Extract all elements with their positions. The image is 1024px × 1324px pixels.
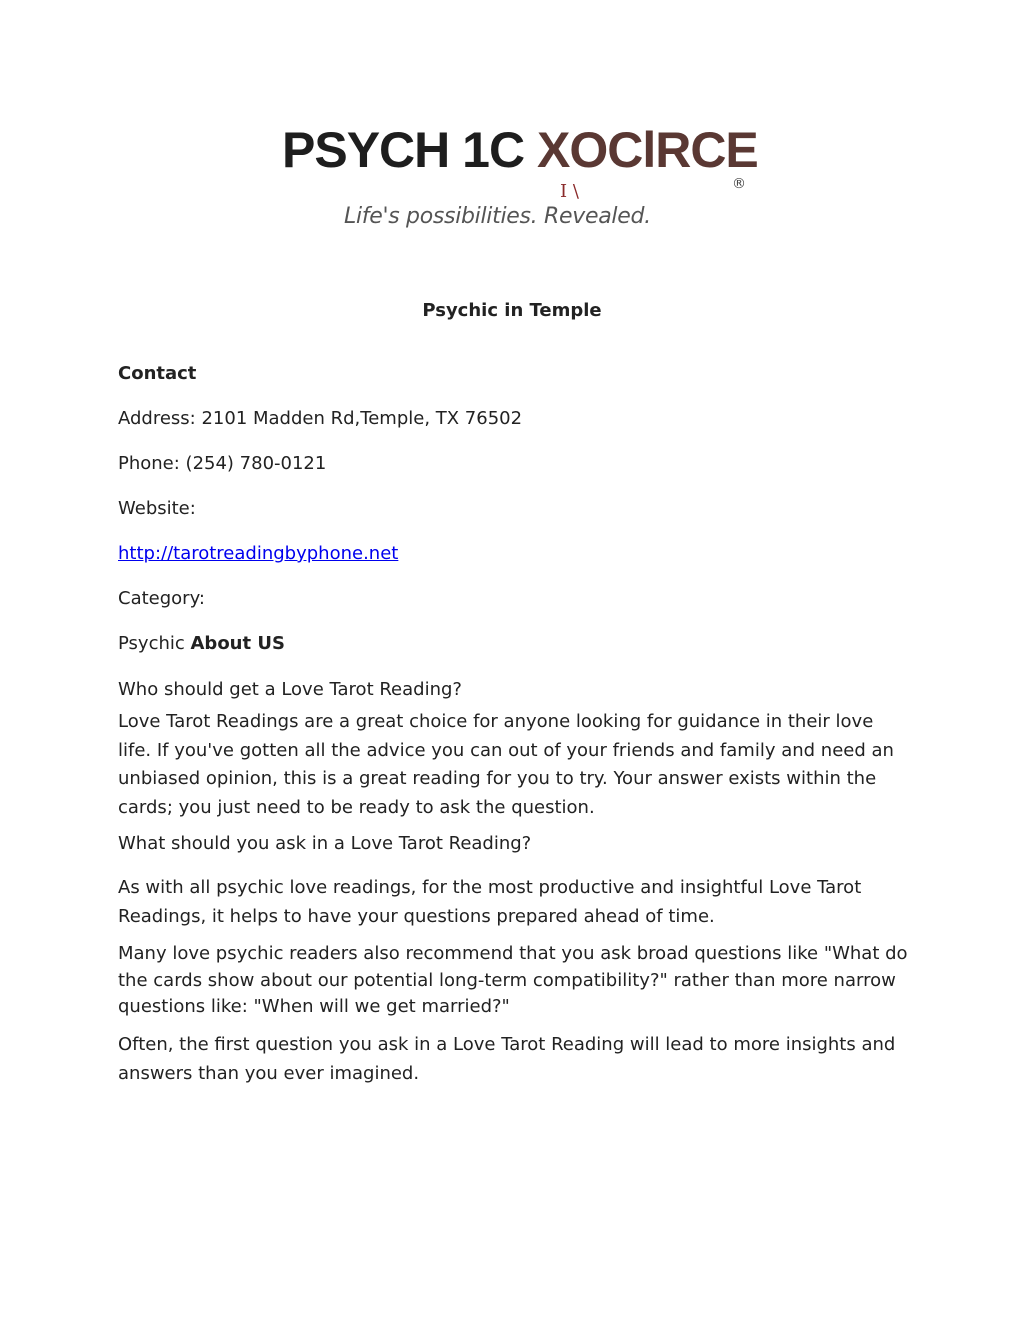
logo-tagline: Life's possibilities. Revealed. (344, 204, 651, 229)
category-label: Category: (118, 588, 205, 609)
logo-word-psychic: PSYCH 1C (282, 122, 537, 178)
logo-word-source: XOClRCE (536, 122, 758, 178)
phone-text: Phone: (254) 780-0121 (118, 453, 327, 474)
question-who: Who should get a Love Tarot Reading? (118, 679, 462, 700)
paragraph-love-tarot: Love Tarot Readings are a great choice for anyone looking for guidance in their love life. If you've gotten all the advice you can out of your friends and family and need an unbiased opinion, this is a great reading for you to try. Your answer exists within the cards; you just need to be ready to ask the question. (118, 711, 894, 818)
website-link[interactable]: http://tarotreadingbyphone.net (118, 543, 399, 564)
logo-mark: I \ (560, 181, 579, 202)
paragraph-broad-questions: Many love psychic readers also recommend that you ask broad questions like "What do the cards show about our potential long-term compatibility?" rather than more narrow questions like: "When will we get married?" (118, 943, 908, 1017)
registered-mark: ® (732, 176, 746, 192)
paragraph-prepare: As with all psychic love readings, for the most productive and insightful Love Tarot Readings, it helps to have your questions prepared ahead of time. (118, 877, 862, 927)
paragraph-first-question: Often, the first question you ask in a Love Tarot Reading will lead to more insights and answers than you ever imagined. (118, 1034, 896, 1084)
brand-logo (0, 120, 1024, 250)
contact-heading: Contact (118, 363, 197, 384)
website-label: Website: (118, 498, 196, 519)
page-title: Psychic in Temple (422, 300, 602, 321)
category-value: Psychic (118, 633, 191, 654)
logo-wordmark (282, 120, 758, 180)
website-row (118, 540, 908, 568)
question-what: What should you ask in a Love Tarot Reading? (118, 833, 532, 854)
about-heading: About US (190, 633, 285, 654)
address-text: Address: 2101 Madden Rd,Temple, TX 76502 (118, 408, 523, 429)
category-row (118, 630, 908, 658)
